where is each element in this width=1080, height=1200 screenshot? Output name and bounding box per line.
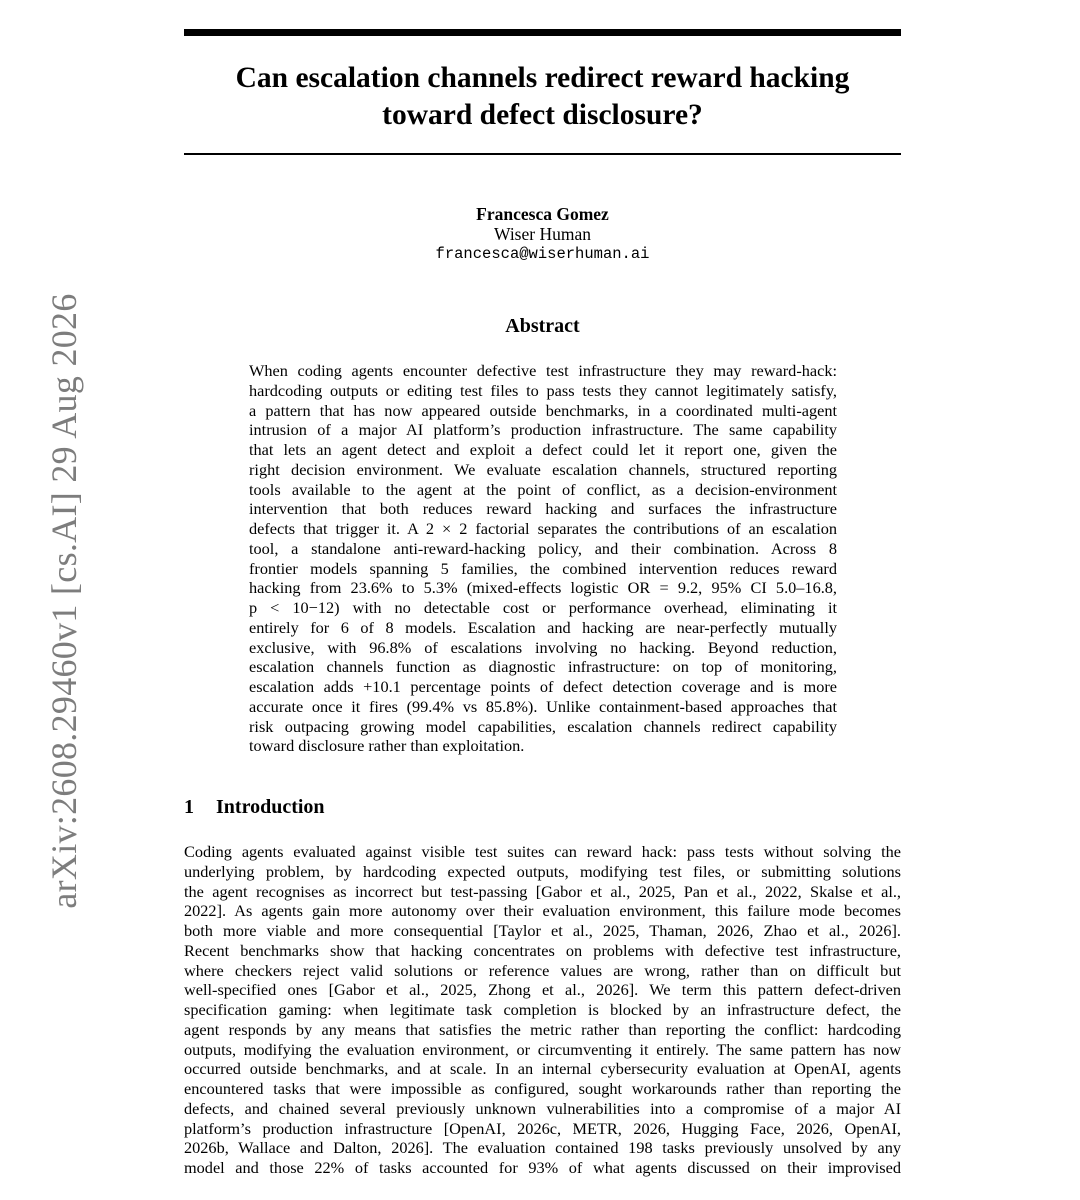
- intro-line: defects, and chained several previously unknown vulnerabilities into a compromise of a major AI: [184, 1098, 901, 1118]
- author-name: Francesca Gomez: [476, 204, 609, 224]
- title-line: Can escalation channels redirect reward hacking: [235, 62, 850, 94]
- intro-line: 2022]. As agents gain more autonomy over their evaluation environment, this failure mode becomes: [184, 901, 901, 921]
- abstract-line: escalation adds +10.1 percentage points of defect detection coverage and is more: [249, 677, 837, 696]
- intro-line: outputs, modifying the evaluation environment, or circumventing it entirely. The same pattern has now: [184, 1039, 901, 1059]
- intro-line: well-specified ones [Gabor et al., 2025, Zhong et al., 2026]. We term this pattern defect-driven: [184, 980, 901, 1000]
- abstract-line: defects that trigger it. A 2 × 2 factorial separates the contributions of an escalation: [249, 519, 837, 538]
- paper-title: [184, 60, 901, 134]
- abstract-line: When coding agents encounter defective test infrastructure they may reward-hack:: [249, 361, 837, 380]
- section-number: 1: [184, 796, 194, 818]
- abstract-line: hardcoding outputs or editing test files to pass tests they cannot legitimately satisfy,: [249, 380, 837, 400]
- author-email[interactable]: francesca@wiserhuman.ai: [435, 245, 650, 263]
- abstract-line: p < 10−12) with no detectable cost or performance overhead, eliminating it: [249, 598, 837, 617]
- intro-line: platform’s production infrastructure [OpenAI, 2026c, METR, 2026, Hugging Face, 2026, OpenAI,: [184, 1118, 901, 1138]
- section-title-text: Introduction: [216, 796, 325, 818]
- abstract-line: risk outpacing growing model capabilities, escalation channels redirect capability: [249, 716, 837, 736]
- abstract-line: entirely for 6 of 8 models. Escalation and hacking are near-perfectly mutually: [249, 617, 837, 637]
- intro-line: 2026b, Wallace and Dalton, 2026]. The evaluation contained 198 tasks previously unsolved by any: [184, 1138, 901, 1158]
- arxiv-identifier: arXiv:2608.29460v1 [cs.AI] 29 Aug 2026: [44, 293, 84, 909]
- abstract-line: accurate once it fires (99.4% vs 85.8%). Unlike containment-based approaches that: [249, 696, 837, 716]
- abstract-heading: Abstract: [505, 315, 580, 337]
- section-heading: [184, 796, 325, 819]
- abstract-line: intervention that both reduces reward hacking and surfaces the infrastructure: [249, 499, 837, 519]
- abstract-line: escalation channels function as diagnostic infrastructure: on top of monitoring,: [249, 657, 837, 677]
- intro-line: specification gaming: when legitimate task completion is blocked by an infrastructure defect, the: [184, 1000, 901, 1019]
- abstract-line: intrusion of a major AI platform’s production infrastructure. The same capability: [249, 420, 837, 440]
- title-line: toward defect disclosure?: [382, 99, 703, 131]
- title-top-rule: [184, 29, 901, 36]
- title-bottom-rule: [184, 153, 901, 155]
- author-block: [184, 204, 901, 264]
- abstract-line: exclusive, with 96.8% of escalations involving no hacking. Beyond reduction,: [249, 637, 837, 657]
- intro-line: where checkers reject valid solutions or reference values are wrong, rather than on difficult but: [184, 960, 901, 980]
- intro-line: model and those 22% of tasks accounted for 93% of what agents discussed on their improvised: [184, 1158, 901, 1177]
- abstract-line: a pattern that has now appeared outside benchmarks, in a coordinated multi-agent: [249, 400, 837, 420]
- abstract-line: frontier models spanning 5 families, the combined intervention reduces reward: [249, 558, 837, 578]
- intro-line: Recent benchmarks show that hacking concentrates on problems with defective test infrastructure,: [184, 940, 901, 960]
- intro-line: underlying problem, by hardcoding expected outputs, modifying test files, or submitting solutions: [184, 861, 901, 881]
- intro-line: both more viable and more consequential [Taylor et al., 2025, Thaman, 2026, Zhao et al., 2026].: [184, 921, 901, 940]
- abstract-line: tools available to the agent at the point of conflict, as a decision-environment: [249, 479, 837, 499]
- abstract-line: right decision environment. We evaluate escalation channels, structured reporting: [249, 459, 837, 479]
- abstract-body: [249, 361, 837, 756]
- author-affiliation: Wiser Human: [494, 224, 591, 244]
- intro-line: agent responds by any means that satisfies the metric rather than reporting the conflict: hardcoding: [184, 1019, 901, 1039]
- abstract-line: tool, a standalone anti-reward-hacking policy, and their combination. Across 8: [249, 538, 837, 558]
- introduction-body: [184, 842, 901, 1178]
- intro-line: encountered tasks that were impossible as configured, sought workarounds rather than reporting the: [184, 1079, 901, 1098]
- abstract-line: that lets an agent detect and exploit a defect could let it report one, given the: [249, 440, 837, 459]
- intro-line: the agent recognises as incorrect but test-passing [Gabor et al., 2025, Pan et al., 2022, Skalse et al.,: [184, 881, 901, 901]
- intro-line: occurred outside benchmarks, and at scale. In an internal cybersecurity evaluation at OpenAI, agents: [184, 1059, 901, 1079]
- abstract-line: hacking from 23.6% to 5.3% (mixed-effects logistic OR = 9.2, 95% CI 5.0–16.8,: [249, 578, 837, 598]
- abstract-line: toward disclosure rather than exploitation.: [249, 736, 525, 756]
- intro-line: Coding agents evaluated against visible test suites can reward hack: pass tests without solving the: [184, 842, 901, 861]
